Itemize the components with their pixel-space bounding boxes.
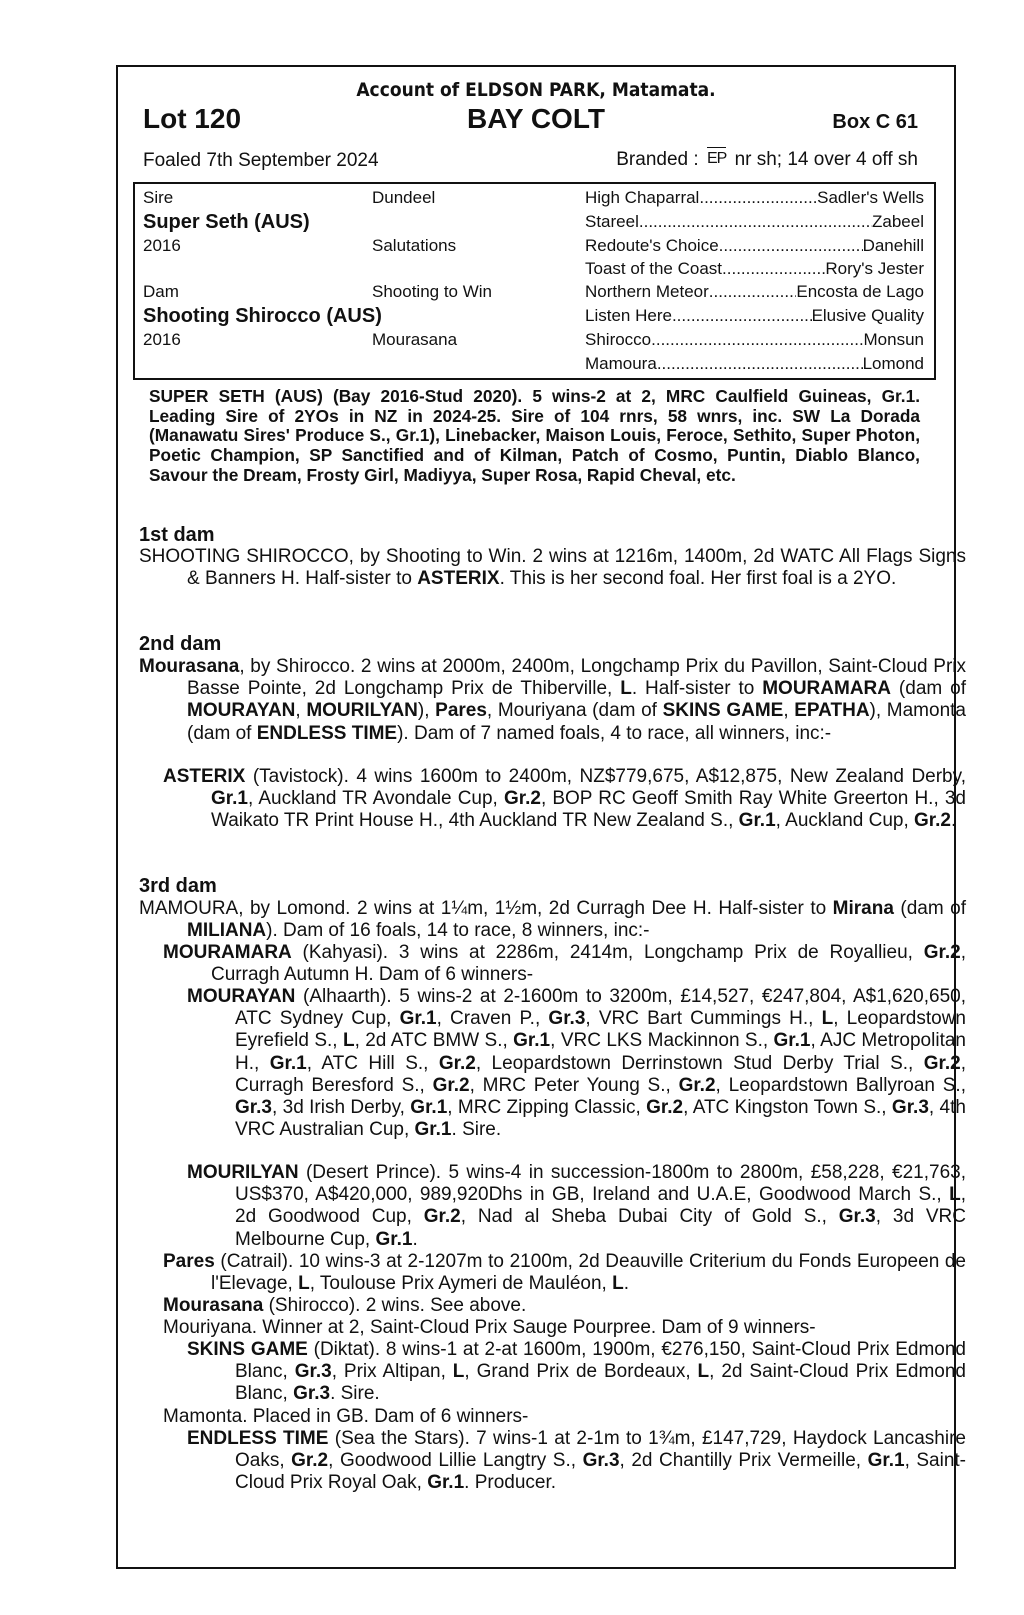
leader-dots <box>651 330 863 350</box>
box-number: Box C 61 <box>832 111 918 133</box>
ancestor-row <box>585 330 924 350</box>
ancestor-row <box>585 259 924 279</box>
brand-mark-icon: EP <box>707 147 726 168</box>
sire-dam: Salutations <box>372 236 457 255</box>
leader-dots <box>699 188 817 208</box>
pedigree-table <box>133 182 936 380</box>
sire-name: Super Seth (AUS) <box>143 211 310 233</box>
ancestor-right: Elusive Quality <box>811 306 924 325</box>
progeny-entry-asterix: ASTERIX (Tavistock). 4 wins 1600m to 2400m, NZ$779,675, A$12,875, New Zealand Derby, Gr.1, Auckland TR Avondale Cup, Gr.2, BOP RC Geoff Smith Ray White Greerton H., 3d Waikato TR Print House H., 4th Auckland TR New Zealand S., Gr.1, Auckland Cup, Gr.2. <box>163 766 966 832</box>
ancestor-row <box>585 212 924 232</box>
branded-info <box>616 147 918 171</box>
progeny-entry-mourilyan: MOURILYAN (Desert Prince). 5 wins-4 in succession-1800m to 2800m, £58,228, €21,763, US$370, A$420,000, 989,920Dhs in GB, Ireland and U.A.E, Goodwood March S., L, 2d Goodwood Cup, Gr.2, Nad al Sheba Dubai City of Gold S., Gr.3, 3d VRC Melbourne Cup, Gr.1. <box>187 1162 966 1250</box>
leader-dots <box>657 354 863 374</box>
progeny-entry-mamonta: Mamonta. Placed in GB. Dam of 6 winners- <box>163 1406 529 1427</box>
ancestor-row <box>585 236 924 256</box>
ancestor-right: Zabeel <box>872 212 924 231</box>
ancestor-row <box>585 354 924 374</box>
progeny-entry-mourasana: Mourasana (Shirocco). 2 wins. See above. <box>163 1295 527 1316</box>
ancestor-row <box>585 282 924 302</box>
ancestor-left: Mamoura <box>585 354 657 373</box>
leader-dots <box>722 259 825 279</box>
progeny-entry-mourayan: MOURAYAN (Alhaarth). 5 wins-2 at 2-1600m to 3200m, £14,527, €247,804, A$1,620,650, ATC Sydney Cup, Gr.1, Craven P., Gr.3, VRC Bart Cummings H., L, Leopardstown Eyrefield S., L, 2d ATC BMW S., Gr.1, VRC LKS Mackinnon S., Gr.1, AJC Metropolitan H., Gr.1, ATC Hill S., Gr.2, Leopardstown Derrinstown Stud Derby Trial S., Gr.2, Curragh Beresford S., Gr.2, MRC Peter Young S., Gr.2, Leopardstown Ballyroan S., Gr.3, 3d Irish Derby, Gr.1, MRC Zipping Classic, Gr.2, ATC Kingston Town S., Gr.3, 4th VRC Australian Cup, Gr.1. Sire. <box>187 986 966 1141</box>
leader-dots <box>639 212 872 232</box>
sire-year: 2016 <box>143 236 181 255</box>
sire-sire: Dundeel <box>372 188 436 207</box>
progeny-entry-skins-game: SKINS GAME (Diktat). 8 wins-1 at 2-at 1600m, 1900m, €276,150, Saint-Cloud Prix Edmond Blanc, Gr.3, Prix Altipan, L, Grand Prix de Bordeaux, L, 2d Saint-Cloud Prix Edmond Blanc, Gr.3. Sire. <box>187 1339 966 1405</box>
ancestor-right: Danehill <box>862 236 924 255</box>
ancestor-row <box>585 306 924 326</box>
ancestor-left: Stareel <box>585 212 639 231</box>
dam-year: 2016 <box>143 330 181 349</box>
section-heading-2nd-dam: 2nd dam <box>139 633 222 655</box>
dam-name: Shooting Shirocco (AUS) <box>143 305 382 327</box>
dam-sire: Shooting to Win <box>372 282 493 301</box>
lot-title: BAY COLT <box>467 103 605 134</box>
ancestor-row <box>585 188 924 208</box>
ancestor-left: Northern Meteor <box>585 282 709 301</box>
ancestor-right: Rory's Jester <box>825 259 924 278</box>
sire-summary: SUPER SETH (AUS) (Bay 2016-Stud 2020). 5 wins-2 at 2, MRC Caulfield Guineas, Gr.1. Leading Sire of 2YOs in NZ in 2024-25. Sire of 104 rnrs, 58 wnrs, inc. SW La Dorada (Manawatu Sires' Produce S., Gr.1), Linebacker, Maison Louis, Feroce, Sethito, Super Photon, Poetic Champion, SP Sanctified and of Kilman, Patch of Cosmo, Puntin, Diablo Blanco, Savour the Dream, Frosty Girl, Madiyya, Super Rosa, Rapid Cheval, etc. <box>149 386 920 485</box>
branded-detail: nr sh; 14 over 4 off sh <box>734 149 918 170</box>
section-heading-3rd-dam: 3rd dam <box>139 875 217 897</box>
ancestor-left: Toast of the Coast <box>585 259 723 278</box>
ancestor-right: Lomond <box>862 354 924 373</box>
dam-label: Dam <box>143 282 179 301</box>
ancestor-left: High Chaparral <box>585 188 700 207</box>
ancestor-left: Redoute's Choice <box>585 236 719 255</box>
progeny-entry-mouramara: MOURAMARA (Kahyasi). 3 wins at 2286m, 2414m, Longchamp Prix de Royallieu, Gr.2, Curragh Autumn H. Dam of 6 winners- <box>163 942 966 986</box>
vendor-account: Account of ELDSON PARK, Matamata. <box>356 79 716 101</box>
ancestor-right: Sadler's Wells <box>817 188 924 207</box>
leader-dots <box>672 306 812 326</box>
sire-label: Sire <box>143 188 174 207</box>
second-dam-entry: Mourasana, by Shirocco. 2 wins at 2000m, 2400m, Longchamp Prix du Pavillon, Saint-Cloud Prix Basse Pointe, 2d Longchamp Prix de Thiberville, L. Half-sister to MOURAMARA (dam of MOURAYAN, MOURILYAN), Pares, Mouriyana (dam of SKINS GAME, EPATHA), Mamonta (dam of ENDLESS TIME). Dam of 7 named foals, 4 to race, all winners, inc:- <box>139 656 966 744</box>
dam-dam: Mourasana <box>372 330 458 349</box>
progeny-entry-mouriyana: Mouriyana. Winner at 2, Saint-Cloud Prix Sauge Pourpree. Dam of 9 winners- <box>163 1317 816 1338</box>
section-heading-1st-dam: 1st dam <box>139 524 215 546</box>
leader-dots <box>709 282 797 302</box>
foaled-date: Foaled 7th September 2024 <box>143 150 379 171</box>
leader-dots <box>719 236 863 256</box>
first-dam-entry: SHOOTING SHIROCCO, by Shooting to Win. 2 wins at 1216m, 1400m, 2d WATC All Flags Signs & Banners H. Half-sister to ASTERIX. This is her second foal. Her first foal is a 2YO. <box>139 546 966 590</box>
ancestor-left: Listen Here <box>585 306 672 325</box>
catalogue-page <box>116 65 966 1569</box>
third-dam-entry: MAMOURA, by Lomond. 2 wins at 1¼m, 1½m, 2d Curragh Dee H. Half-sister to Mirana (dam of MILIANA). Dam of 16 foals, 14 to race, 8 winners, inc:- <box>139 898 966 942</box>
lot-number: Lot 120 <box>143 103 242 134</box>
progeny-entry-endless-time: ENDLESS TIME (Sea the Stars). 7 wins-1 at 2-1m to 1¾m, £147,729, Haydock Lancashire Oaks, Gr.2, Goodwood Lillie Langtry S., Gr.3, 2d Chantilly Prix Vermeille, Gr.1, Saint-Cloud Prix Royal Oak, Gr.1. Producer. <box>187 1428 966 1494</box>
ancestor-left: Shirocco <box>585 330 652 349</box>
progeny-entry-pares: Pares (Catrail). 10 wins-3 at 2-1207m to 2100m, 2d Deauville Criterium du Fonds Europeen de l'Elevage, L, Toulouse Prix Aymeri de Mauléon, L. <box>163 1251 966 1295</box>
ancestor-right: Monsun <box>863 330 924 349</box>
branded-label: Branded : <box>616 149 699 170</box>
ancestor-right: Encosta de Lago <box>796 282 924 301</box>
